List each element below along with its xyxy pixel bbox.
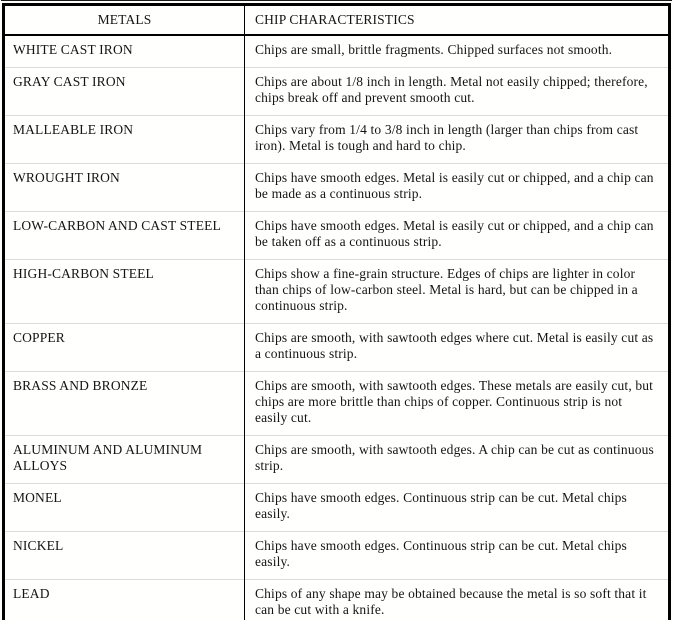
characteristics-cell: Chips are about 1/8 inch in length. Metal not easily chipped; therefore, chips break off and prevent smooth cut. bbox=[245, 68, 670, 116]
metal-name-cell: BRASS AND BRONZE bbox=[13, 378, 148, 393]
metal-name-cell: ALUMINUM AND ALUMINUM ALLOYS bbox=[13, 442, 203, 473]
metal-name-cell: NICKEL bbox=[13, 538, 64, 553]
metal-name-cell: HIGH-CARBON STEEL bbox=[13, 266, 154, 281]
table-row bbox=[4, 260, 670, 324]
table-row bbox=[4, 164, 670, 212]
table-row bbox=[4, 532, 670, 580]
characteristics-cell: Chips are smooth, with sawtooth edges where cut. Metal is easily cut as a continuous strip. bbox=[245, 324, 670, 372]
characteristics-cell: Chips are smooth, with sawtooth edges. A chip can be cut as continuous strip. bbox=[245, 436, 670, 484]
metal-name-cell: MONEL bbox=[13, 490, 62, 505]
characteristics-cell: Chips of any shape may be obtained because the metal is so soft that it can be cut with a knife. bbox=[245, 580, 670, 620]
characteristics-cell: Chips are smooth, with sawtooth edges. These metals are easily cut, but chips are more brittle than chips of copper. Continuous strip is not easily cut. bbox=[245, 372, 670, 436]
metal-name-cell: GRAY CAST IRON bbox=[13, 74, 126, 89]
characteristics-cell: Chips show a fine-grain structure. Edges of chips are lighter in color than chips of low-carbon steel. Metal is hard, but can be chipped in a continuous strip. bbox=[245, 260, 670, 324]
characteristics-cell: Chips vary from 1/4 to 3/8 inch in length (larger than chips from cast iron). Metal is tough and hard to chip. bbox=[245, 116, 670, 164]
characteristics-cell: Chips have smooth edges. Continuous strip can be cut. Metal chips easily. bbox=[245, 532, 670, 580]
table-row bbox=[4, 372, 670, 436]
table-row bbox=[4, 116, 670, 164]
characteristics-cell: Chips are small, brittle fragments. Chipped surfaces not smooth. bbox=[245, 35, 670, 68]
table-row bbox=[4, 212, 670, 260]
metal-name-cell: WROUGHT IRON bbox=[13, 170, 120, 185]
characteristics-cell: Chips have smooth edges. Metal is easily cut or chipped, and a chip can be taken off as a continuous strip. bbox=[245, 212, 670, 260]
scan-edge-line-top bbox=[1, 0, 672, 1]
metal-name-cell: LEAD bbox=[13, 586, 50, 601]
table-row bbox=[4, 580, 670, 620]
characteristics-cell: Chips have smooth edges. Continuous strip can be cut. Metal chips easily. bbox=[245, 484, 670, 532]
metal-name-cell: COPPER bbox=[13, 330, 65, 345]
table-row bbox=[4, 324, 670, 372]
table-row bbox=[4, 68, 670, 116]
metal-chip-characteristics-table bbox=[2, 3, 671, 620]
table-header-row bbox=[4, 5, 670, 36]
metal-name-cell: WHITE CAST IRON bbox=[13, 42, 133, 57]
table-row bbox=[4, 436, 670, 484]
characteristics-cell: Chips have smooth edges. Metal is easily cut or chipped, and a chip can be made as a continuous strip. bbox=[245, 164, 670, 212]
column-header-chip-characteristics: CHIP CHARACTERISTICS bbox=[245, 5, 670, 36]
column-header-metals: METALS bbox=[4, 5, 245, 36]
table-row bbox=[4, 484, 670, 532]
table-row bbox=[4, 35, 670, 68]
metal-name-cell: LOW-CARBON AND CAST STEEL bbox=[13, 218, 221, 233]
metal-name-cell: MALLEABLE IRON bbox=[13, 122, 134, 137]
